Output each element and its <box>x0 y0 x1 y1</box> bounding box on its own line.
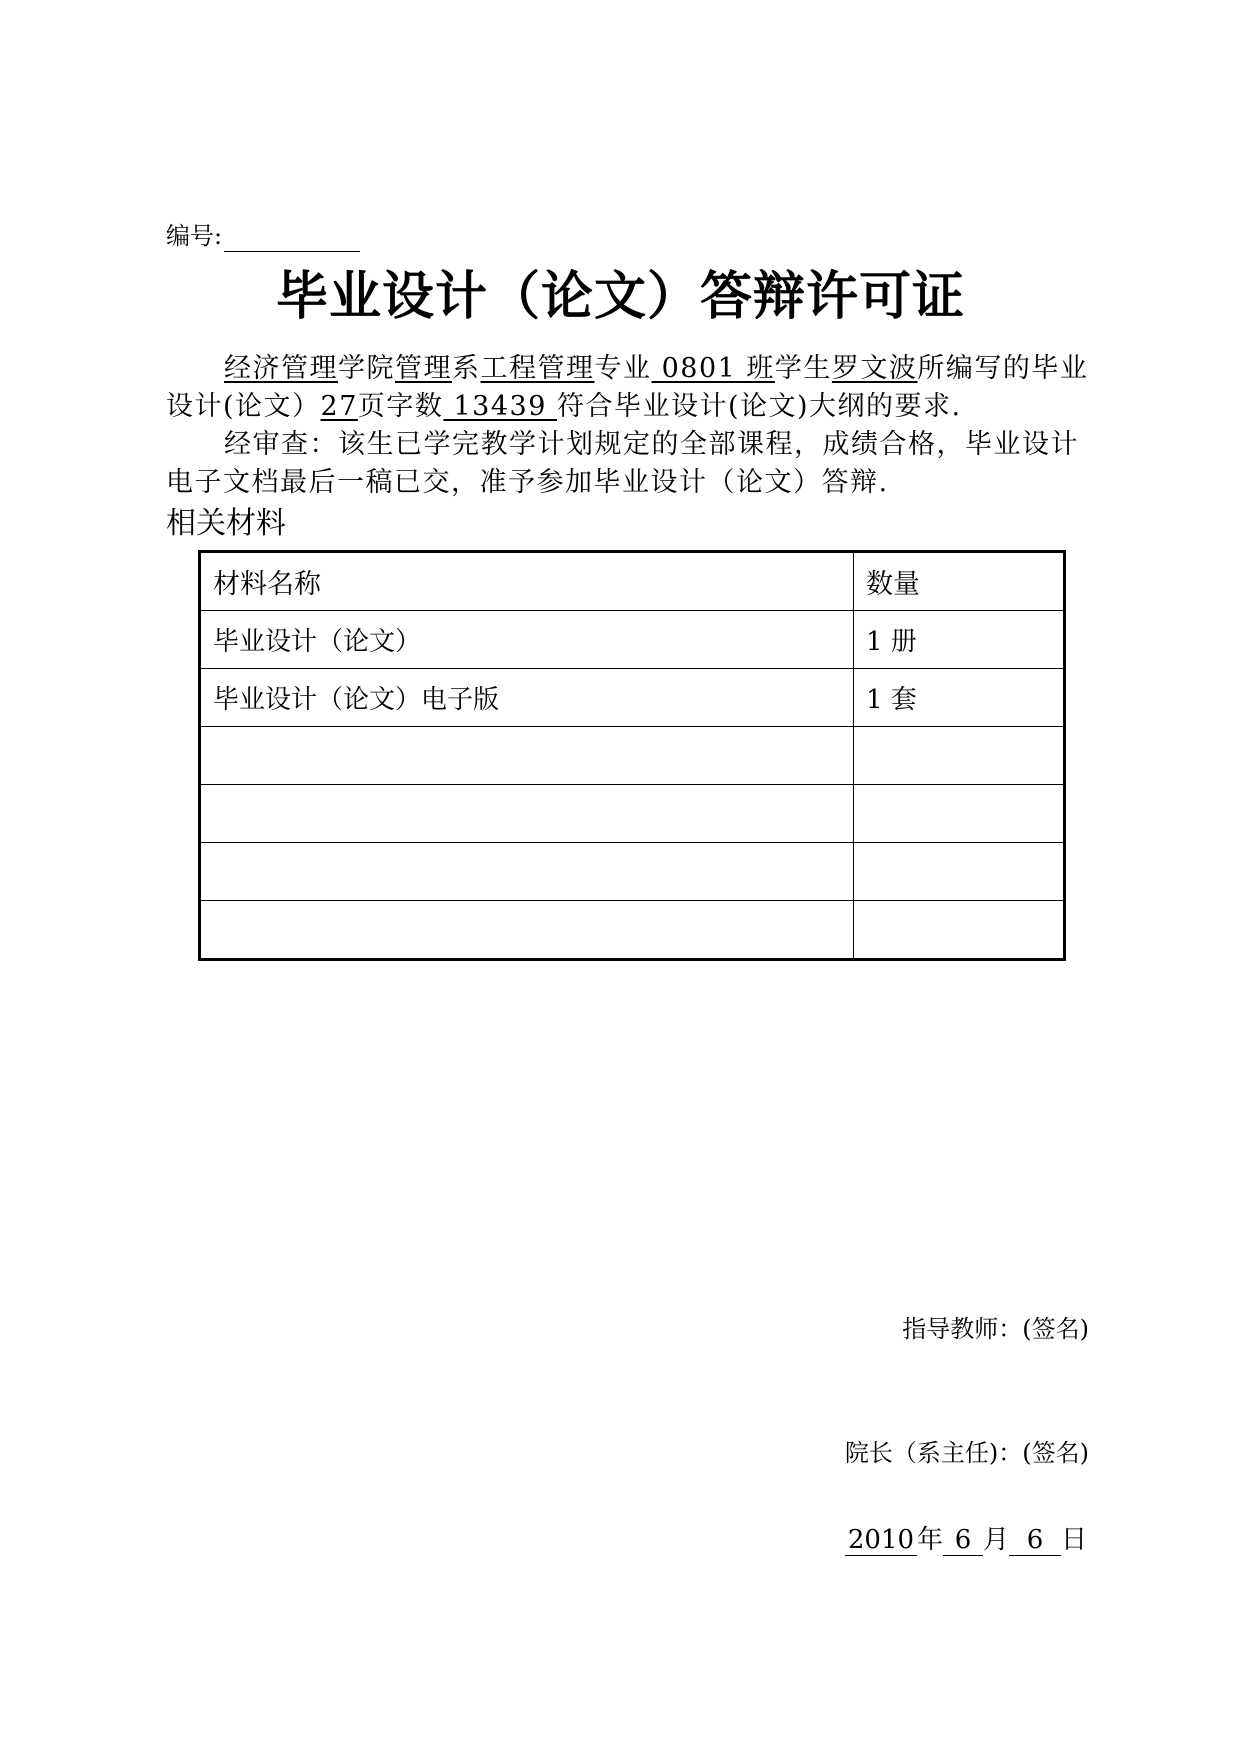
quantity-cell[interactable] <box>854 843 1065 901</box>
date-year: 2010 <box>845 1525 917 1556</box>
word-count: 13439 <box>443 391 557 422</box>
quantity-cell[interactable] <box>854 901 1065 960</box>
page-title: 毕业设计（论文）答辩许可证 <box>275 266 965 327</box>
header-material-name: 材料名称 <box>200 552 854 611</box>
quantity-cell: 1 套 <box>854 669 1065 727</box>
month-label: 月 <box>982 1525 1009 1555</box>
dean-signature: 院长（系主任)：(签名) <box>844 1439 1089 1467</box>
department-name: 管理 <box>395 353 452 384</box>
material-name-cell[interactable] <box>200 785 854 843</box>
student-info-paragraph <box>166 350 1101 426</box>
day-label: 日 <box>1060 1525 1087 1555</box>
table-header-row <box>200 552 1065 611</box>
college-suffix: 学院 <box>338 353 395 384</box>
table-row <box>200 901 1065 960</box>
table-row <box>200 785 1065 843</box>
pages-suffix: 页字数 <box>357 391 444 422</box>
department-suffix: 系 <box>452 353 481 384</box>
conclusion-text: 符合毕业设计(论文)大纲的要求. <box>556 391 962 422</box>
materials-table <box>198 550 1066 961</box>
material-name-cell: 毕业设计（论文）电子版 <box>200 669 854 727</box>
quantity-cell: 1 册 <box>854 611 1065 669</box>
college-name: 经济管理 <box>224 353 338 384</box>
year-label: 年 <box>916 1525 943 1555</box>
major-name: 工程管理 <box>480 353 595 384</box>
material-name-cell[interactable] <box>200 727 854 785</box>
signing-date <box>845 1522 1087 1558</box>
header-quantity: 数量 <box>854 552 1065 611</box>
table-row <box>200 843 1065 901</box>
advisor-signature: 指导教师：(签名) <box>902 1315 1089 1343</box>
material-name-cell[interactable] <box>200 901 854 960</box>
section-title: 相关材料 <box>166 506 286 541</box>
quantity-cell[interactable] <box>854 727 1065 785</box>
serial-number-field[interactable] <box>224 225 360 252</box>
date-day: 6 <box>1009 1525 1061 1556</box>
serial-number <box>166 220 360 252</box>
table-row <box>200 727 1065 785</box>
student-name: 罗文波 <box>831 353 918 384</box>
serial-label: 编号: <box>166 222 223 250</box>
table-row <box>200 611 1065 669</box>
written-text: 所编写的毕业设计(论文） <box>166 353 1089 422</box>
page-count: 27 <box>320 391 358 422</box>
date-month: 6 <box>943 1525 983 1556</box>
review-paragraph: 经审查：该生已学完教学计划规定的全部课程，成绩合格，毕业设计电子文档最后一稿已交，准予参加毕业设计（论文）答辩. <box>166 429 1079 498</box>
material-name-cell: 毕业设计（论文） <box>200 611 854 669</box>
student-prefix: 学生 <box>774 353 832 384</box>
material-name-cell[interactable] <box>200 843 854 901</box>
quantity-cell[interactable] <box>854 785 1065 843</box>
class-name: 0801 班 <box>651 353 775 384</box>
major-suffix: 专业 <box>594 353 652 384</box>
table-row <box>200 669 1065 727</box>
